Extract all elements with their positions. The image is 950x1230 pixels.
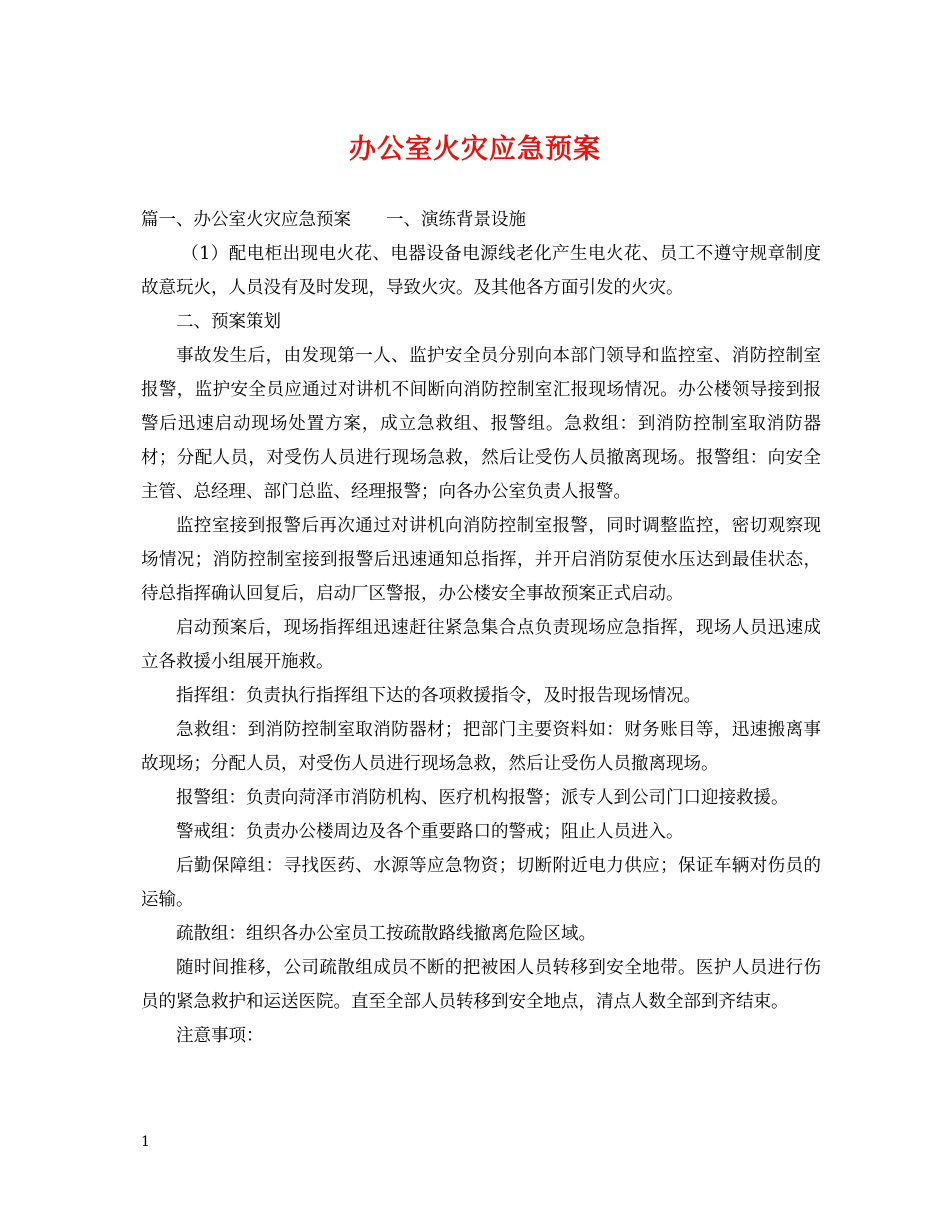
paragraph: 急救组：到消防控制室取消防器材；把部门主要资料如：财务账目等，迅速搬离事故现场；分配人员，对受伤人员进行现场急救，然后让受伤人员撤离现场。 — [141, 720, 821, 774]
paragraph: 疏散组：组织各办公室员工按疏散路线撤离危险区域。 — [176, 924, 596, 944]
paragraph: 警戒组：负责办公楼周边及各个重要路口的警戒；阻止人员进入。 — [176, 822, 684, 842]
section-heading-line: 篇一、办公室火灾应急预案 一、演练背景设施 — [141, 210, 526, 230]
section-heading: 二、预案策划 — [176, 312, 281, 332]
paragraph: 事故发生后，由发现第一人、监护安全员分别向本部门领导和监控室、消防控制室报警，监护安全员应通过对讲机不间断向消防控制室汇报现场情况。办公楼领导接到报警后迅速启动现场处置方案，成立急救组、报警组。急救组：到消防控制室取消防器材；分配人员，对受伤人员进行现场急救，然后让受伤人员撤离现场。报警组：向安全主管、总经理、部门总监、经理报警；向各办公室负责人报警。 — [141, 346, 821, 502]
paragraph: 注意事项： — [176, 1026, 264, 1046]
paragraph: 后勤保障组：寻找医药、水源等应急物资；切断附近电力供应；保证车辆对伤员的运输。 — [141, 856, 821, 910]
paragraph: 报警组：负责向菏泽市消防机构、医疗机构报警；派专人到公司门口迎接救援。 — [176, 788, 789, 808]
paragraph: 指挥组：负责执行指挥组下达的各项救援指令，及时报告现场情况。 — [176, 686, 701, 706]
paragraph: 启动预案后，现场指挥组迅速赶往紧急集合点负责现场应急指挥，现场人员迅速成立各救援小组展开施救。 — [141, 618, 821, 672]
page-number: 1 — [141, 1134, 150, 1150]
paragraph: （1）配电柜出现电火花、电器设备电源线老化产生电火花、员工不遵守规章制度故意玩火，人员没有及时发现，导致火灾。及其他各方面引发的火灾。 — [141, 244, 821, 298]
paragraph: 随时间推移，公司疏散组成员不断的把被困人员转移到安全地带。医护人员进行伤员的紧急救护和运送医院。直至全部人员转移到安全地点，清点人数全部到齐结束。 — [141, 958, 821, 1012]
paragraph: 监控室接到报警后再次通过对讲机向消防控制室报警，同时调整监控，密切观察现场情况；消防控制室接到报警后迅速通知总指挥，并开启消防泵使水压达到最佳状态，待总指挥确认回复后，启动厂区警报，办公楼安全事故预案正式启动。 — [141, 516, 821, 604]
document-title: 办公室火灾应急预案 — [349, 134, 601, 165]
document-body — [141, 203, 821, 1053]
